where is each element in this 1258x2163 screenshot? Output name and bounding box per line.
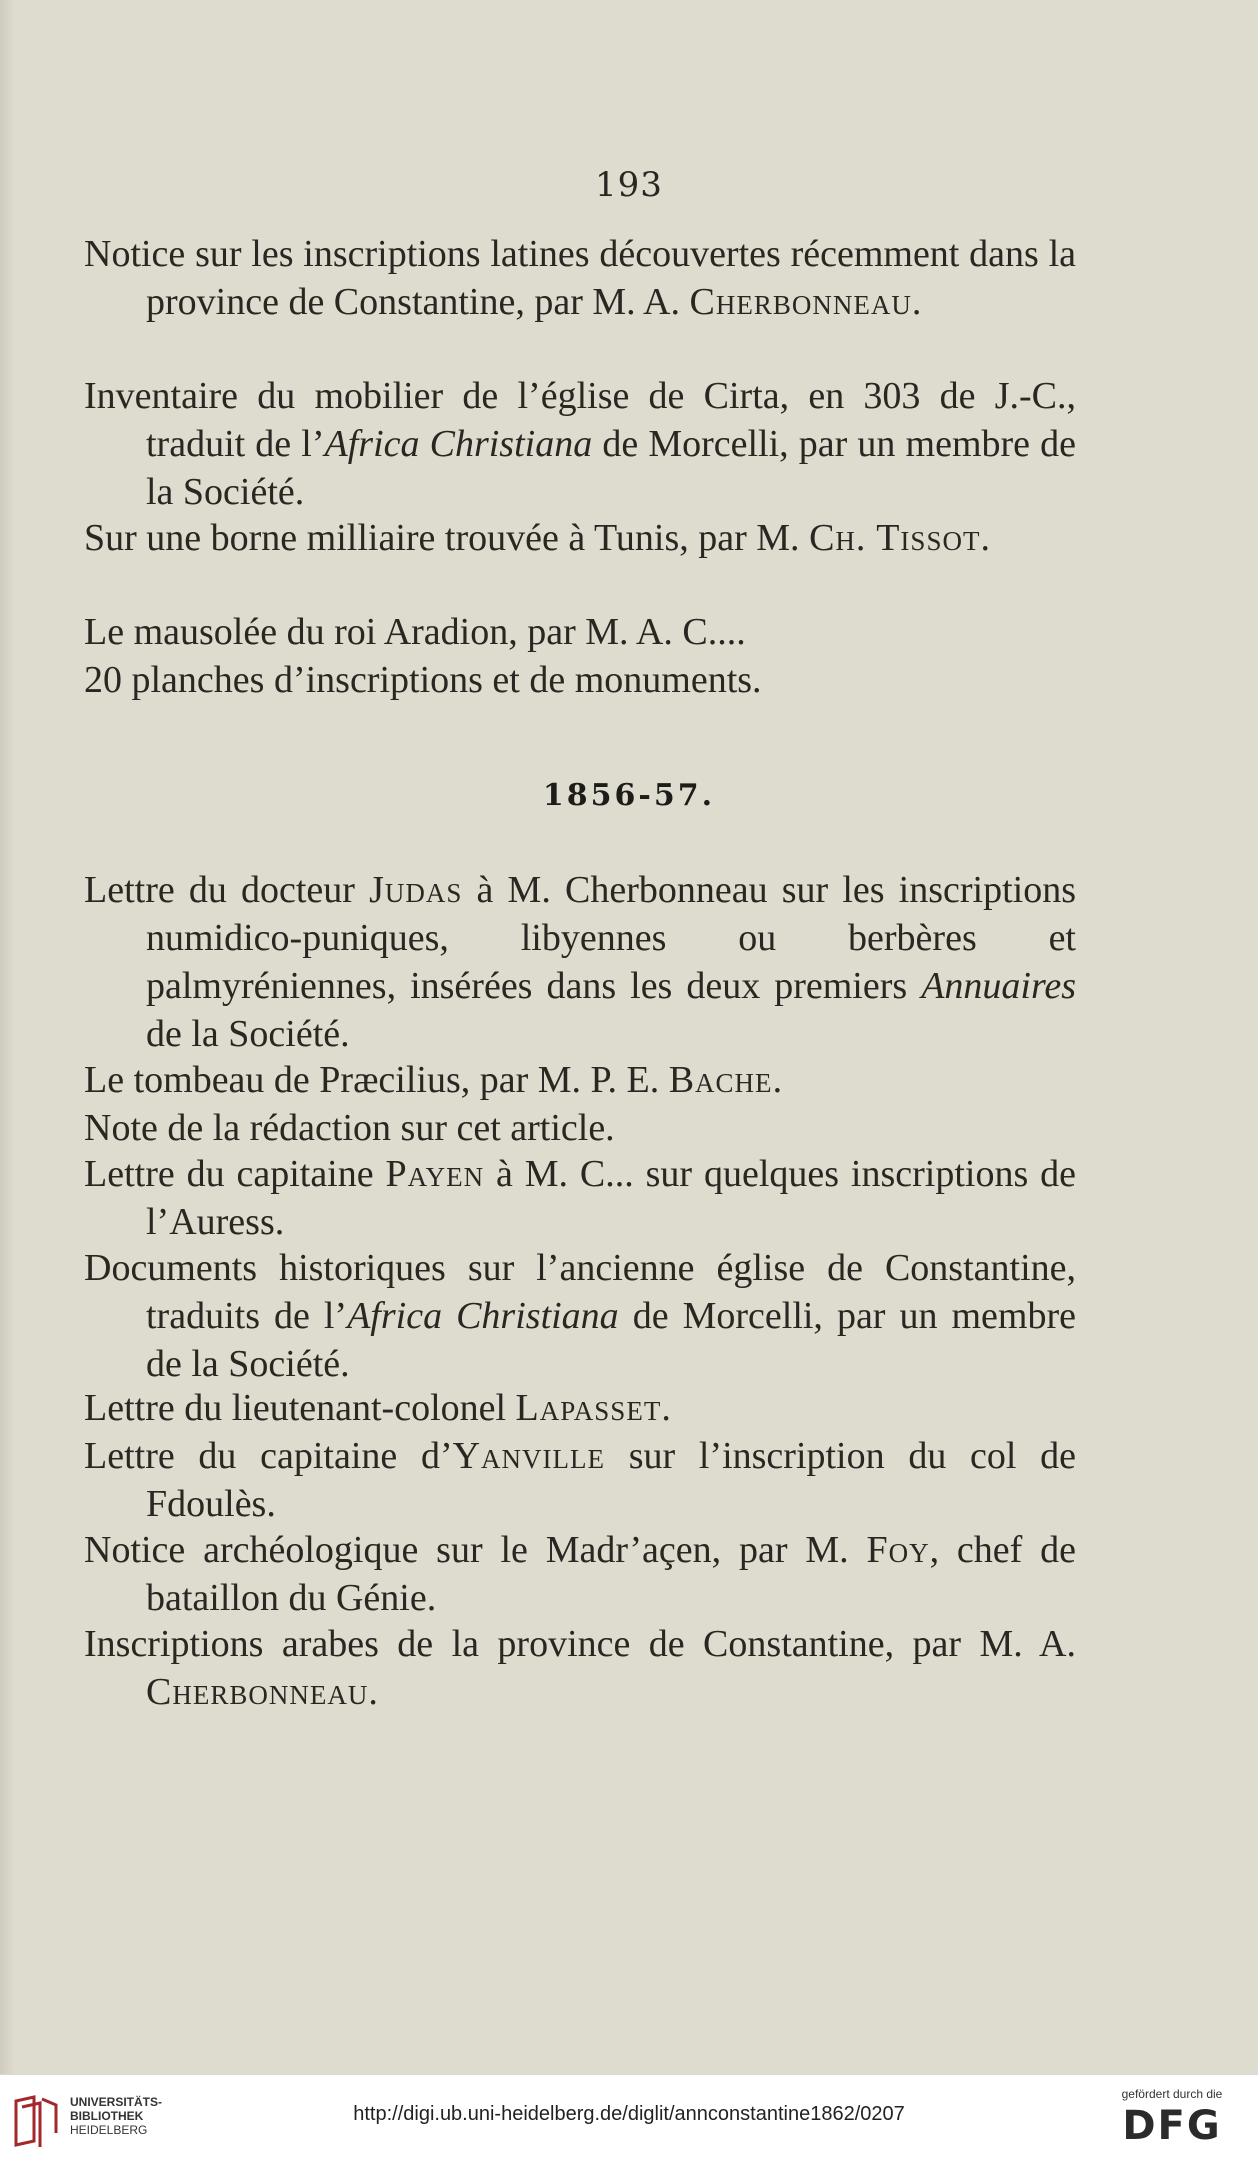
entry-text: Le mausolée du roi Aradion, par M. A. C.... xyxy=(84,611,746,653)
dfg-logo: DFG xyxy=(1122,2103,1222,2149)
entry-text: Bache xyxy=(668,1059,773,1101)
entry-text: sur l’inscription du col de Fdoulès. xyxy=(146,1435,1077,1525)
entry-text: Foy xyxy=(866,1529,930,1571)
entry-text: Cherbonneau xyxy=(689,281,912,323)
permalink-url[interactable]: http://digi.ub.uni-heidelberg.de/diglit/annconstantine1862/0207 xyxy=(353,2103,905,2125)
page-number: 193 xyxy=(595,165,663,205)
entry-text: Lapasset xyxy=(515,1387,662,1429)
entry-text: Documents historiques sur l’ancienne église de Constantine, traduits de l’ xyxy=(84,1247,1076,1337)
entry-text: . xyxy=(368,1671,378,1713)
bibliography-entry xyxy=(84,372,1076,516)
entry-text: Inventaire du mobilier de l’église de Cirta, en 303 de J.-C., traduit de l’ xyxy=(84,375,1076,465)
bibliography-entry xyxy=(84,1150,1076,1246)
entry-text: . xyxy=(772,1059,783,1101)
entry-text: Lettre du docteur xyxy=(84,869,370,911)
entry-text: . xyxy=(661,1387,671,1429)
footer-bar xyxy=(0,2074,1258,2163)
bibliography-entry xyxy=(84,1620,1076,1716)
bibliography-entry xyxy=(84,230,1076,326)
entry-text: Ch. Tissot xyxy=(809,517,981,559)
entry-text: Notice sur les inscriptions latines découvertes récemment dans la province de Constantine, par M. A. xyxy=(84,233,1076,323)
bibliography-entry xyxy=(84,514,1076,562)
institution-line-1: UNIVERSITÄTS- xyxy=(70,2095,163,2109)
bibliography-entry xyxy=(84,1104,1076,1152)
entry-text: Inscriptions arabes de la province de Constantine, par M. A. xyxy=(84,1623,1076,1665)
entry-text: de la Société. xyxy=(146,1013,350,1055)
year-heading: 1856-57. xyxy=(542,778,716,813)
entry-text: Payen xyxy=(385,1153,485,1195)
entry-text: Note de la rédaction sur cet article. xyxy=(84,1107,615,1149)
entry-text: Africa Christiana xyxy=(324,423,593,465)
entry-text: à M. C... sur quelques inscriptions de l’Auress. xyxy=(146,1153,1076,1243)
entry-text: . xyxy=(911,281,922,323)
entry-text: Yanville xyxy=(452,1435,606,1477)
bibliography-entry xyxy=(84,1384,1076,1432)
entry-text: Lettre du capitaine xyxy=(84,1153,386,1195)
entry-text: à M. Cherbonneau sur les inscriptions numidico-puniques, libyennes ou berbères et palmyréniennes, insérées dans les deux premiers xyxy=(146,869,1076,1007)
bibliography-entry xyxy=(84,1526,1076,1622)
institution-line-3: HEIDELBERG xyxy=(70,2123,148,2137)
bibliography-entry xyxy=(84,656,1076,704)
institution-line-2: BIBLIOTHEK xyxy=(70,2109,144,2123)
sponsor-block xyxy=(1102,2087,1242,2149)
entry-text: Le tombeau de Præcilius, par M. P. E. xyxy=(84,1059,669,1101)
entry-text: de Morcelli, par un membre de la Société. xyxy=(146,423,1077,513)
bibliography-entry xyxy=(84,1432,1076,1528)
page-gutter-shadow xyxy=(0,0,14,2074)
sponsor-caption: gefördert durch die xyxy=(1121,2087,1223,2101)
entry-text: Africa Christiana xyxy=(347,1295,619,1337)
bibliography-entry xyxy=(84,608,1076,656)
bibliography-entry xyxy=(84,1056,1076,1104)
entry-text: Cherbonneau xyxy=(146,1671,369,1713)
entry-text: Lettre du capitaine d’ xyxy=(84,1435,453,1477)
bibliography-entry xyxy=(84,1244,1076,1388)
entry-text: Annuaires xyxy=(921,965,1076,1007)
entry-text: Lettre du lieutenant-colonel xyxy=(84,1387,516,1429)
entry-text: de Morcelli, par un membre de la Société. xyxy=(146,1295,1076,1385)
bibliography-entry xyxy=(84,866,1076,1058)
entry-text: Notice archéologique sur le Madr’açen, par M. xyxy=(84,1529,867,1571)
entry-text: 20 planches d’inscriptions et de monuments. xyxy=(84,659,762,701)
entry-text: . xyxy=(980,517,990,559)
entry-text: Sur une borne milliaire trouvée à Tunis, par M. xyxy=(84,517,810,559)
entry-text: Judas xyxy=(369,869,463,911)
entry-text: , chef de bataillon du Génie. xyxy=(146,1529,1076,1619)
